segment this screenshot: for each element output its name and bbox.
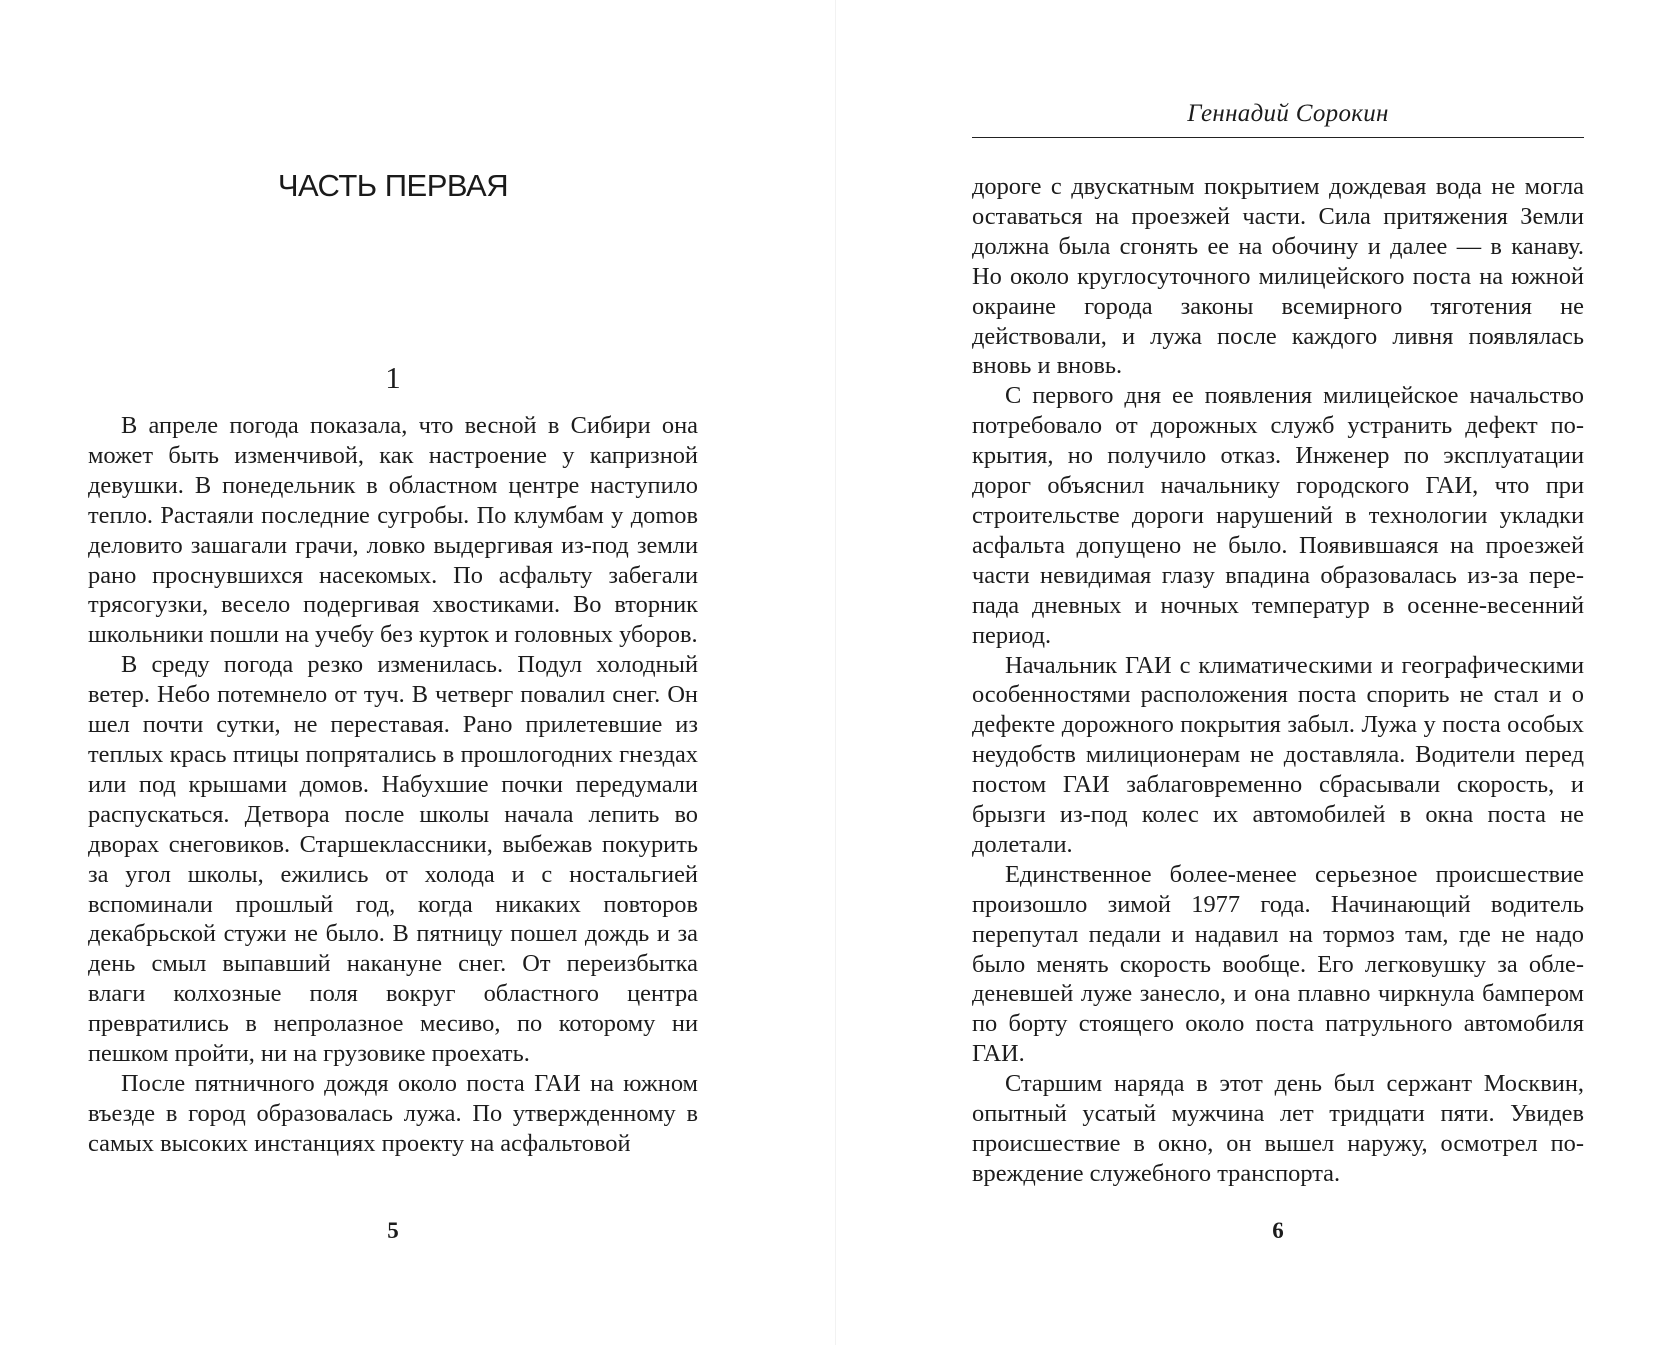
paragraph: Начальник ГАИ с климатическими и географическими особенностями расположения поста спорить не стал и о дефекте дорожного покрытия забыл. Лужа у поста особых неудобств милиционерам не доставляла. Водители перед постом ГАИ заблаговременно сбрасывали скорость, и брызги из-под колес их автомобилей в окна поста не долетали. <box>972 651 1584 858</box>
paragraph: В среду погода резко изменилась. Подул холодный ветер. Небо потемнело от туч. В четверг повалил снег. Он шел почти сутки, не переставая. Рано прилетевшие из теплых крась птицы попрятались в прошлогодних гнездах или под крышами домов. Набухшие почки передумали распускаться. Детвора после школы начала лепить во дворах снеговиков. Старшеклассники, выбежав покурить за угол школы, ежились от холода и с ностальгией вспоминали прошлый год, когда никаких повторов декабрьской стужи не было. В пятницу пошел дождь и за день смыл выпавший накануне снег. От переизбытка влаги колхозные поля вокруг областного центра превратились в непролазное месиво, по которому ни пешком пройти, ни на грузовике проехать. <box>88 651 698 1068</box>
running-head-author: Геннадий Сорокин <box>1187 100 1389 127</box>
paragraph-continuation: дороге с двускатным покрытием дождевая вода не могла оставаться на проезжей части. Сила притяжения Земли должна была сгонять ее на обочину и далее — в канаву. Но около круглосуточного милицейского поста на южной окраине города законы всемирного тяготения не действовали, и лужа после каждого ливня появлялась вновь и вновь. <box>972 173 1584 380</box>
page-gutter <box>835 0 836 1345</box>
page-number: 5 <box>387 1218 399 1243</box>
right-page-body <box>972 172 1584 1189</box>
right-page <box>972 0 1584 1345</box>
part-title: ЧАСТЬ ПЕРВАЯ <box>277 168 509 203</box>
header-rule <box>972 137 1584 138</box>
left-page <box>88 0 698 1345</box>
paragraph: Единственное более-менее серьезное происшествие произошло зимой 1977 года. Начинающий водитель перепутал педали и надавил на тормоз там, где не надо было менять скорость вообще. Его легковушку за обледеневшей луже занесло, и она плавно чиркнула бампером по борту стоящего около поста патрульного автомобиля ГАИ. <box>972 860 1584 1068</box>
page-number: 6 <box>1272 1218 1284 1243</box>
paragraph: С первого дня ее появления милицейское начальство потребовало от дорожных служб устранить дефект покрытия, но получило отказ. Инженер по эксплуатации дорог объяснил начальнику городского ГАИ, что при строительстве дороги нарушений в технологии укладки асфальта допущено не было. Появившаяся на проезжей части невидимая глазу впадина образовалась из-за перепада дневных и ночных температур в осенне-весенний период. <box>972 382 1584 649</box>
left-page-body <box>88 411 698 1159</box>
paragraph: После пятничного дождя около поста ГАИ на южном въезде в город образовалась лужа. По утвержденному в самых высоких инстанциях проекту на асфальтовой <box>88 1069 698 1157</box>
paragraph: Старшим наряда в этот день был сержант Москвин, опытный усатый мужчина лет тридцати пяти. Увидев происшествие в окно, он вышел наружу, осмотрел повреждение служебного транспорта. <box>972 1070 1584 1187</box>
chapter-number: 1 <box>385 360 401 395</box>
paragraph: В апреле погода показала, что весной в Сибири она может быть изменчивой, как настроение у капризной девушки. В понедельник в областном центре наступило тепло. Растаяли последние сугробы. По клумбам у доmов деловито зашагали грачи, ловко выдергивая из-под земли рано проснувшихся насекомых. По асфальту забегали трясогузки, весело подергивая хвостиками. Во вторник школьники пошли на учебу без курток и головных уборов. <box>88 412 698 649</box>
